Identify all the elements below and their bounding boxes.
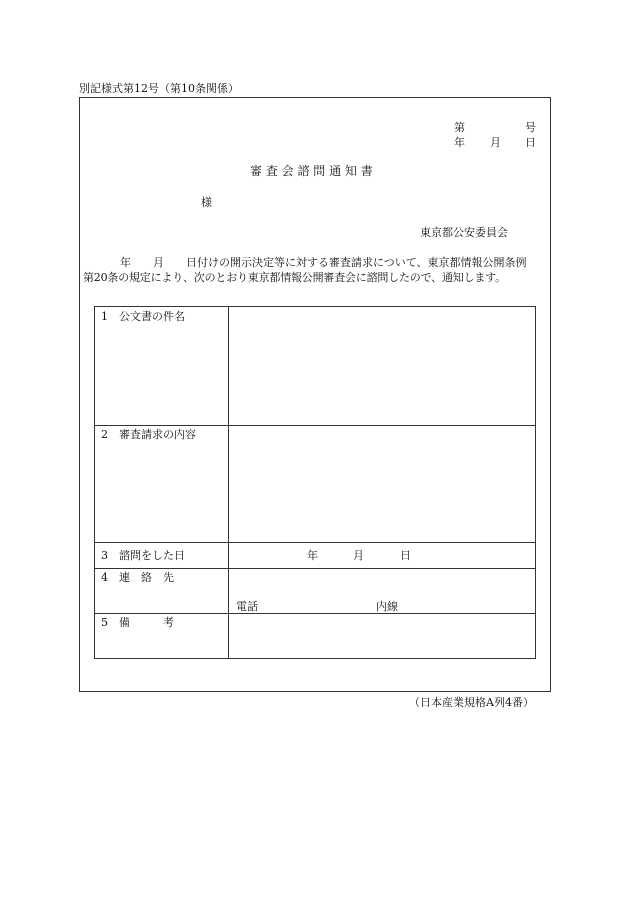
number-suffix: 号 <box>525 121 536 134</box>
row3-date-day: 日 <box>400 549 411 562</box>
row-divider <box>95 568 535 569</box>
body-line-2: 第20条の規定により、次のとおり東京都情報公開審査会に諮問したので、通知します。 <box>83 271 506 284</box>
row2-label: 2 審査請求の内容 <box>101 428 196 441</box>
row5-label: 5 備 考 <box>101 616 174 629</box>
paper-size-note: （日本産業規格A列4番） <box>409 696 534 709</box>
row-divider <box>95 613 535 614</box>
form-reference: 別記様式第12号（第10条関係） <box>79 82 239 95</box>
number-prefix: 第 <box>454 121 465 134</box>
row4-extension-label: 内線 <box>376 600 398 613</box>
document-title: 審 査 会 諮 問 通 知 書 <box>250 164 373 178</box>
addressee-suffix: 様 <box>201 196 212 209</box>
sender-name: 東京都公安委員会 <box>420 226 508 239</box>
row3-label: 3 諮問をした日 <box>101 549 185 562</box>
row3-date-year: 年 <box>307 549 318 562</box>
date-day: 日 <box>525 136 536 149</box>
date-month: 月 <box>490 136 501 149</box>
body-line-1: 年 月 日付けの開示決定等に対する審査請求について、東京都情報公開条例 <box>120 256 527 269</box>
row3-date-month: 月 <box>353 549 364 562</box>
date-year: 年 <box>454 136 465 149</box>
row-divider <box>95 425 535 426</box>
row4-label: 4 連 絡 先 <box>101 571 174 584</box>
row4-phone-label: 電話 <box>236 600 258 613</box>
row1-label: 1 公文書の件名 <box>101 310 185 323</box>
column-divider <box>228 307 229 658</box>
row-divider <box>95 542 535 543</box>
details-table <box>94 306 536 659</box>
